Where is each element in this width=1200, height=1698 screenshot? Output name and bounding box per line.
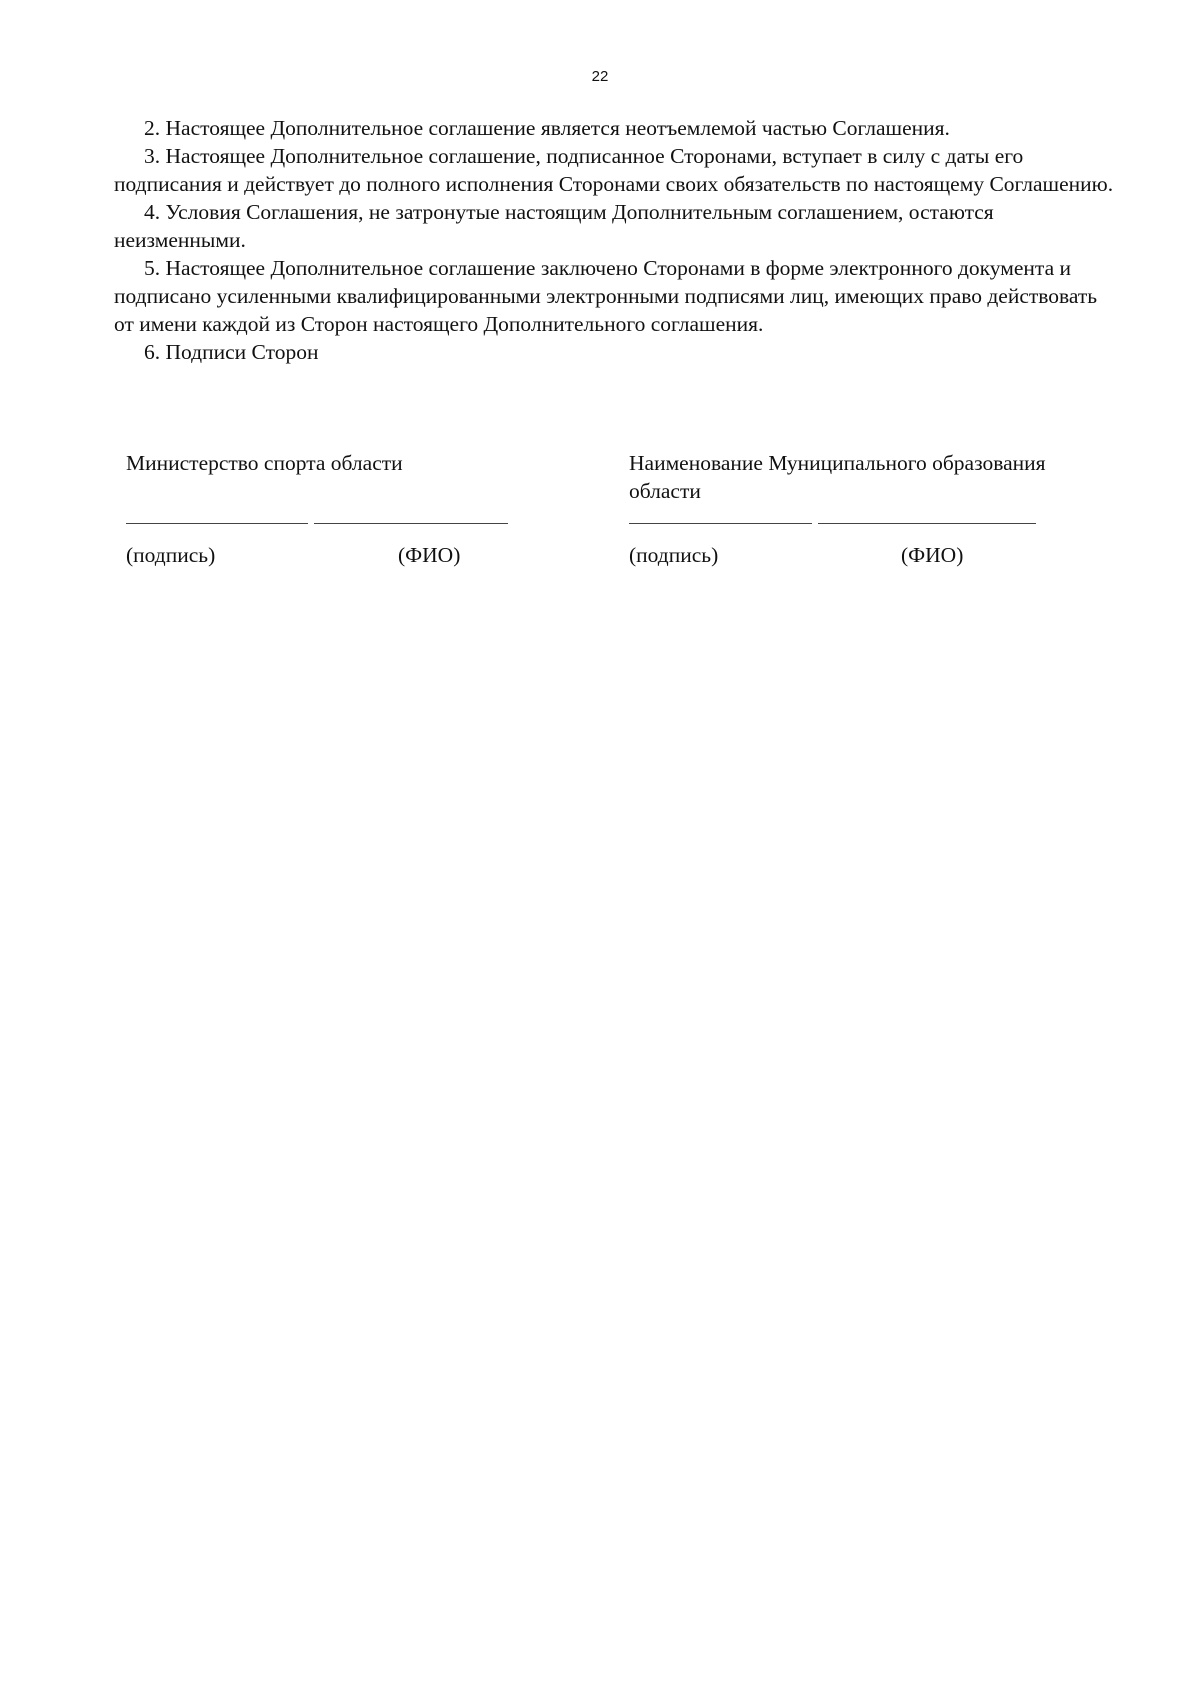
signature-label: (подпись) xyxy=(629,543,719,567)
municipality-name: Наименование Муниципального образования области xyxy=(629,451,1046,503)
paragraph-3: 3. Настоящее Дополнительное соглашение, подписанное Сторонами, вступает в силу с даты его подписания и действует до полного исполнения Сторонами своих обязательств по настоящему Соглашению. xyxy=(114,144,1114,196)
signature-labels xyxy=(126,541,606,569)
paragraph-4: 4. Условия Соглашения, не затронутые настоящим Дополнительным соглашением, остаются неизменными. xyxy=(114,200,994,252)
signature-line xyxy=(126,523,308,524)
paragraph-2: 2. Настоящее Дополнительное соглашение является неотъемлемой частью Соглашения. xyxy=(144,116,950,140)
signature-lines xyxy=(126,511,606,541)
paragraph-5: 5. Настоящее Дополнительное соглашение заключено Сторонами в форме электронного документа и подписано усиленными квалифицированными электронными подписями лиц, имеющих право действовать от имени каждой из Сторон настоящего Дополнительного соглашения. xyxy=(114,256,1098,336)
signature-block-municipality xyxy=(629,449,1109,569)
name-line xyxy=(818,523,1036,524)
signature-lines xyxy=(629,511,1109,541)
signature-block-ministry xyxy=(126,449,606,569)
signature-labels xyxy=(629,541,1109,569)
paragraph-6: 6. Подписи Сторон xyxy=(144,340,319,364)
name-label: (ФИО) xyxy=(398,543,461,567)
agreement-body xyxy=(114,114,1114,366)
ministry-name: Министерство спорта области xyxy=(126,451,403,475)
name-label: (ФИО) xyxy=(901,543,964,567)
signature-line xyxy=(629,523,812,524)
signature-label: (подпись) xyxy=(126,543,216,567)
name-line xyxy=(314,523,508,524)
page-number: 22 xyxy=(591,68,609,85)
